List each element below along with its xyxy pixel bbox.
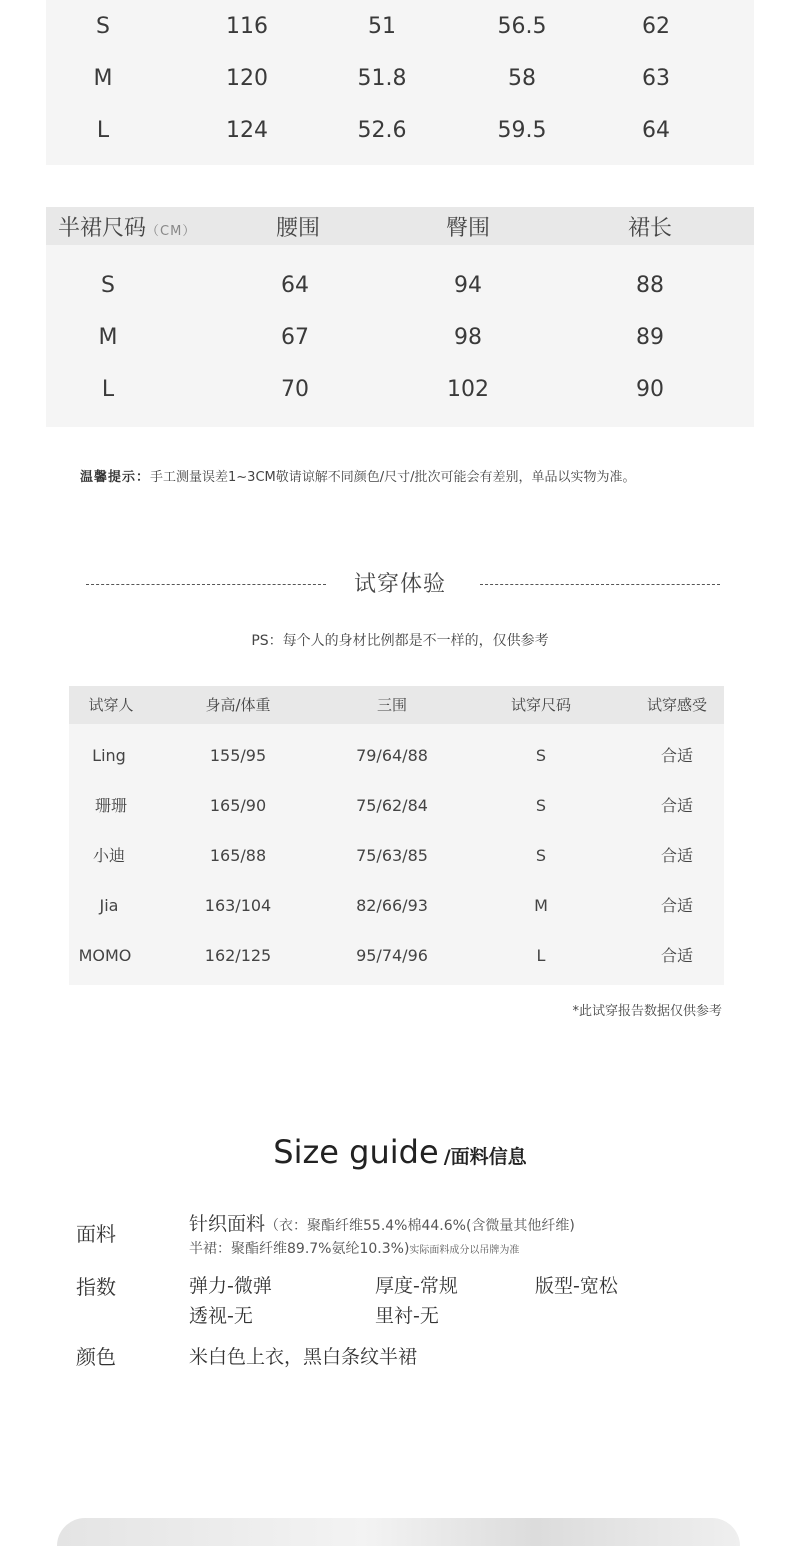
table-row — [46, 312, 754, 364]
table-cell: 98 — [454, 325, 482, 350]
table-cell: 56.5 — [497, 14, 547, 39]
table-cell: 珊珊 — [94, 796, 128, 815]
table-cell: 89 — [636, 325, 664, 350]
size-guide-title — [0, 1133, 800, 1171]
header-cell: 臀围 — [445, 216, 491, 241]
table-cell: 95/74/96 — [356, 946, 428, 965]
header-cell: 半裙尺码 — [58, 216, 147, 241]
table-cell: 79/64/88 — [356, 746, 428, 765]
fabric-skirt — [189, 1238, 519, 1258]
header-cell: 试穿人 — [88, 696, 134, 714]
table-cell: 合适 — [660, 896, 694, 915]
try-on-table — [69, 686, 724, 985]
table-cell: Jia — [99, 896, 119, 915]
table-cell: 合适 — [660, 946, 694, 965]
table-cell: 116 — [226, 14, 268, 39]
table-row — [69, 781, 724, 831]
table-cell: 102 — [447, 377, 489, 402]
table-row — [69, 881, 724, 931]
header-cell: 裙长 — [627, 216, 673, 241]
fabric-label: 面料 — [76, 1222, 116, 1246]
table-cell: M — [534, 896, 548, 915]
table-cell: 64 — [281, 273, 309, 298]
tip-text: 手工测量误差1~3CM敬请谅解不同颜色/尺寸/批次可能会有差别，单品以实物为准。 — [150, 470, 636, 485]
fabric-top-composition: （衣：聚酯纤维55.4%棉44.6%(含微量其他纤维) — [265, 1218, 575, 1234]
divider — [480, 584, 720, 585]
table-cell: 155/95 — [209, 746, 267, 765]
table-cell: 88 — [636, 273, 664, 298]
header-cell: 试穿尺码 — [510, 696, 572, 714]
index-label: 指数 — [76, 1275, 116, 1299]
fabric-main: 针织面料 — [189, 1213, 266, 1235]
unit-label: （CM） — [146, 224, 197, 239]
table-cell: 64 — [642, 118, 670, 143]
table-cell: 163/104 — [204, 896, 272, 915]
lining-value: 里衬-无 — [375, 1305, 439, 1327]
size-cell: L — [101, 377, 115, 402]
try-on-section-title — [0, 568, 800, 604]
measurement-tip — [80, 466, 636, 485]
table-cell: 82/66/93 — [356, 896, 428, 915]
table-cell: 合适 — [660, 796, 694, 815]
table-row — [69, 731, 724, 781]
table-cell: 59.5 — [497, 118, 547, 143]
fit-value: 版型-宽松 — [535, 1275, 618, 1297]
table-cell: 90 — [636, 377, 664, 402]
guide-subheading: /面料信息 — [443, 1146, 527, 1168]
ps-note: PS：每个人的身材比例都是不一样的，仅供参考 — [251, 633, 549, 649]
table-cell: 165/90 — [209, 796, 267, 815]
table-cell: 124 — [226, 118, 268, 143]
size-cell: L — [96, 118, 110, 143]
table-cell: L — [536, 946, 546, 965]
color-value: 米白色上衣，黑白条纹半裙 — [189, 1346, 418, 1368]
skirt-size-table — [46, 207, 754, 427]
fabric-value — [189, 1209, 575, 1236]
color-label: 颜色 — [76, 1345, 116, 1369]
size-cell: M — [98, 325, 118, 350]
header-cell: 腰围 — [275, 216, 321, 241]
product-image-panel — [57, 1518, 740, 1546]
table-cell: 63 — [642, 66, 670, 91]
table-cell: 合适 — [660, 746, 694, 765]
table-cell: 67 — [281, 325, 309, 350]
table-cell: 小迪 — [92, 846, 126, 865]
table-row — [69, 931, 724, 981]
thickness-value: 厚度-常规 — [375, 1275, 458, 1297]
table-cell: 51 — [368, 14, 396, 39]
size-cell: S — [96, 14, 110, 39]
table-row — [46, 364, 754, 416]
table-cell: S — [535, 746, 547, 765]
guide-heading: Size guide — [273, 1133, 439, 1171]
size-cell: S — [101, 273, 115, 298]
table-header — [69, 686, 724, 724]
table-cell: MOMO — [78, 946, 132, 965]
table-row — [46, 260, 754, 312]
table-cell: 62 — [642, 14, 670, 39]
table-cell: 94 — [454, 273, 482, 298]
table-cell: 162/125 — [204, 946, 272, 965]
table-cell: 58 — [508, 66, 536, 91]
fabric-skirt-composition: 半裙：聚酯纤维89.7%氨纶10.3%) — [189, 1241, 410, 1257]
table-cell: 70 — [281, 377, 309, 402]
table-header — [46, 207, 754, 245]
see-through-value: 透视-无 — [189, 1305, 253, 1327]
header-cell: 身高/体重 — [205, 696, 271, 714]
table-cell: 165/88 — [209, 846, 267, 865]
table-cell: S — [535, 796, 547, 815]
fabric-note: 实际面料成分以吊牌为准 — [409, 1245, 520, 1256]
table-cell: 51.8 — [357, 66, 407, 91]
table-cell: 合适 — [660, 846, 694, 865]
tip-label: 温馨提示： — [80, 470, 151, 485]
skirt-size-title — [58, 207, 196, 254]
table-cell: 120 — [226, 66, 268, 91]
header-cell: 三围 — [376, 696, 408, 714]
table-cell: S — [535, 846, 547, 865]
elasticity-value: 弹力-微弹 — [189, 1275, 272, 1297]
table-row — [46, 105, 754, 157]
table-row — [46, 53, 754, 105]
section-heading: 试穿体验 — [353, 572, 446, 597]
table-cell: 75/62/84 — [356, 796, 428, 815]
shirt-size-table — [46, 0, 754, 165]
table-row — [46, 1, 754, 53]
table-cell: 75/63/85 — [356, 846, 428, 865]
table-row — [69, 831, 724, 881]
table-cell: Ling — [92, 746, 126, 765]
try-on-disclaimer: *此试穿报告数据仅供参考 — [572, 1004, 722, 1019]
size-cell: M — [93, 66, 113, 91]
header-cell: 试穿感受 — [646, 696, 708, 714]
table-cell: 52.6 — [357, 118, 407, 143]
